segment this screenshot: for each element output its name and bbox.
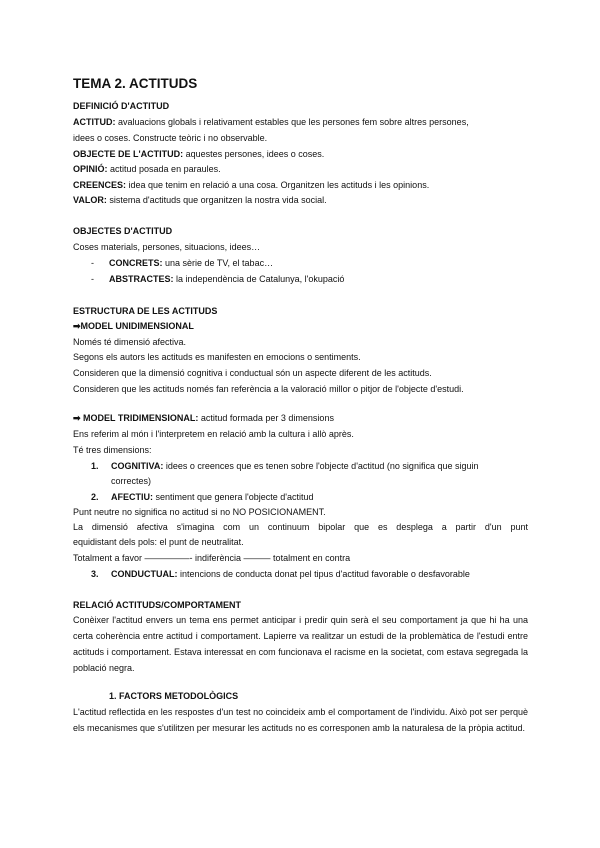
definition-objecte: OBJECTE DE L'ACTITUD: aquestes persones, idees o coses. (73, 149, 325, 159)
section-heading-definicio: DEFINICIÓ D'ACTITUD (73, 101, 170, 111)
paragraph-line: Consideren que la dimensió cognitiva i conductual són un aspecte diferent de les actituds. (73, 368, 432, 378)
paragraph-relacio: Conèixer l'actitud envers un tema ens permet anticipar i predir quin serà el seu comportament ja que hi ha una certa coherència entre actitud i comportament. Lapierre va realitzar un estudi de la problemàtica de l'estudi entre actituds i comportament. Estava interessat en com funcionava el racisme en la societat, com estava segregada la població negra. (73, 615, 528, 673)
definition-actitud: ACTITUD: avaluacions globals i relativament estables que les persones fem sobre altres persones, (73, 117, 469, 127)
paragraph-line: Punt neutre no significa no actitud si no NO POSICIONAMENT. (73, 507, 326, 517)
section-heading-estructura: ESTRUCTURA DE LES ACTITUDS (73, 306, 218, 316)
numbered-item-conductual: 3. CONDUCTUAL: intencions de conducta donat pel tipus d'actitud favorable o desfavorable (91, 569, 470, 579)
definition-opinio: OPINIÓ: actitud posada en paraules. (73, 164, 221, 174)
numbered-item-cognitiva: 1. COGNITIVA: idees o creences que es tenen sobre l'objecte d'actitud (no significa que siguin (91, 461, 479, 471)
term-opinio: OPINIÓ: (73, 164, 108, 174)
numbered-item-afectiu: 2. AFECTIU: sentiment que genera l'objecte d'actitud (91, 492, 314, 502)
term-actitud: ACTITUD: (73, 117, 116, 127)
paragraph-line: Consideren que les actituds només fan referència a la valoració millor o pitjor de l'objecte d'estudi. (73, 384, 464, 394)
section-heading-objectes: OBJECTES D'ACTITUD (73, 226, 173, 236)
section-heading-relacio: RELACIÓ ACTITUDS/COMPORTAMENT (73, 600, 241, 610)
section-heading-factors: 1. FACTORS METODOLÒGICS (109, 691, 239, 701)
objectes-intro: Coses materials, persones, situacions, idees… (73, 242, 261, 252)
definition-valor: VALOR: sistema d'actituds que organitzen la nostra vida social. (73, 195, 327, 205)
term-objecte: OBJECTE DE L'ACTITUD: (73, 149, 184, 159)
term-valor: VALOR: (73, 195, 107, 205)
paragraph-line: equidistant dels pols: el punt de neutralitat. (73, 537, 244, 547)
paragraph-line: Segons els autors les actituds es manifesten en emocions o sentiments. (73, 352, 361, 362)
term-creences: CREENCES: (73, 180, 127, 190)
definition-actitud-cont: idees o coses. Constructe teòric i no observable. (73, 133, 268, 143)
document-title: TEMA 2. ACTITUDS (73, 76, 198, 91)
paragraph-line: La dimensió afectiva s'imagina com un continuum bipolar que es desplega a partir d'un punt (73, 522, 528, 532)
definition-creences: CREENCES: idea que tenim en relació a una cosa. Organitzen les actituds i les opinions. (73, 180, 430, 190)
numbered-item-cognitiva-cont: correctes) (111, 476, 152, 486)
paragraph-line: Ens referim al món i l'interpretem en relació amb la cultura i allò après. (73, 429, 354, 439)
subheading-unidimensional: ➡MODEL UNIDIMENSIONAL (73, 321, 194, 331)
subheading-tridimensional: ➡ MODEL TRIDIMENSIONAL: actitud formada per 3 dimensions (73, 413, 334, 423)
list-item: - CONCRETS: una sèrie de TV, el tabac… (91, 258, 274, 268)
attitude-scale: Totalment a favor —————- indiferència ——— totalment en contra (73, 553, 351, 563)
paragraph-line: Només té dimensió afectiva. (73, 337, 187, 347)
paragraph-line: Té tres dimensions: (73, 445, 152, 455)
paragraph-factors: L'actitud reflectida en les respostes d'un test no coincideix amb el comportament de l'individu. Això pot ser perquè els mecanismes que s'utilitzen per mesurar les actituds no es corresponen amb la naturalesa de la pròpia actitud. (73, 707, 528, 733)
list-item: - ABSTRACTES: la independència de Catalunya, l'okupació (91, 274, 345, 284)
